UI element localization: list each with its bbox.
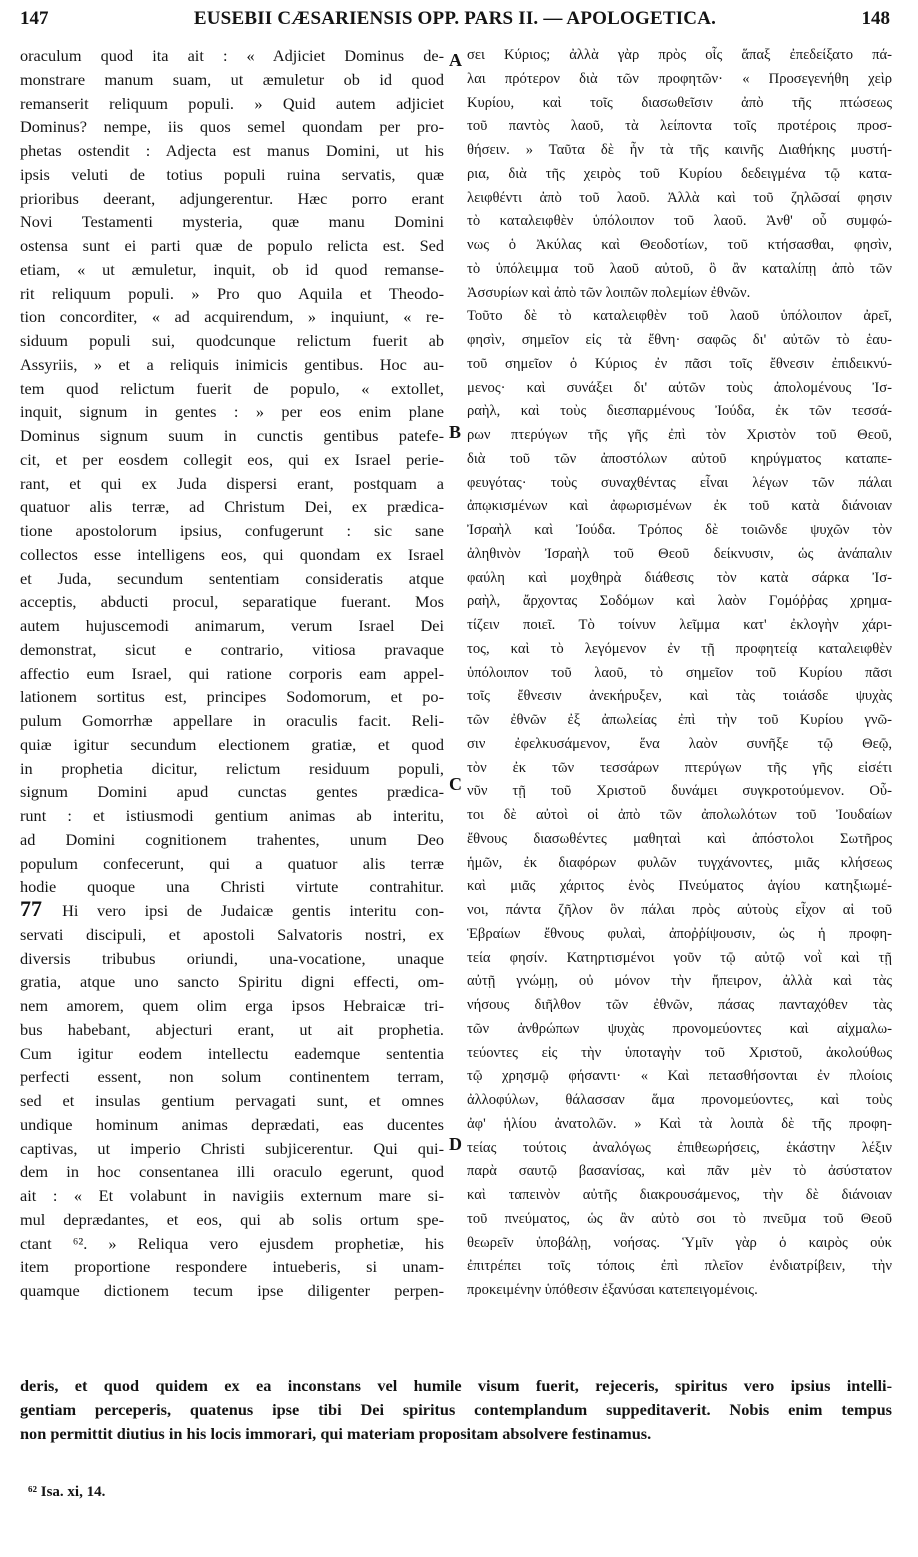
latin-text-line: ad Domini cognitionem trahentes, unum Deo (20, 829, 444, 849)
latin-text-line: undique hominum animas deprædati, eas ducentes (20, 1114, 444, 1134)
latin-text-line: phetas ostendit : Adjecta est manus Domini, ut his (20, 141, 444, 160)
latin-text-line: Cum igitur eodem intellectu eademque sententia (20, 1043, 444, 1063)
latin-text-line: tione apostolorum ipsius, confugerunt : sic sane (20, 521, 444, 540)
greek-text-line: νως ὁ Ἀκύλας καὶ Θεοδοτίων, τοῦ κτήσασθαι, φησὶν, (467, 237, 892, 253)
latin-text-line: collectos esse intelligens eos, qui quondam ex Israel (20, 544, 444, 564)
greek-text-line: ραὴλ, καὶ τοὺς διεσπαρμένους Ἰούδα, ἐκ τῶν τεσσά- (467, 403, 892, 420)
latin-text-line: Dominus? nempe, iis quos semel quondam per pro- (20, 117, 444, 137)
greek-text-line: Κυρίου, καὶ τοῖς διασωθεῖσιν ἀπὸ τῆς πτώσεως (467, 94, 892, 111)
latin-text-line: lationem sortitus est, principes Sodomorum, et po- (20, 687, 444, 707)
page-number-right: 148 (861, 8, 890, 29)
latin-text-line: ostensa sunt ei parti quæ de populo relicta est. Sed (20, 236, 444, 255)
latin-text-line: demonstrat, sicut e contrario, vitiosa pravaque (20, 639, 444, 659)
latin-text-line: in prophetia dicitur, relictum residuum populi, (20, 758, 444, 778)
greek-text-line: νήσους διῆλθον τῶν ἐθνῶν, πάσας πανταχόθεν τὰς (467, 997, 892, 1013)
greek-text-line: αὐτῇ γνώμῃ, οὐ μόνον τὴν ἤπειρον, ἀλλὰ καὶ τὰς (467, 973, 892, 990)
latin-text-line: signum Domini apud cunctas gentes prædica- (20, 782, 444, 802)
greek-text-line: φαύλη καὶ μοχθηρὰ διάθεσις τὸν κατὰ σάρκα Ἰσ- (467, 569, 892, 586)
margin-letter-a: A (449, 50, 462, 70)
greek-text-line: φησὶν, σημεῖον εἰς τὰ ἔθνη· σαφῶς δι' αὐτῶν τὸ ἑαυ- (467, 332, 892, 348)
greek-text-line: τῶν ἐθνῶν ἐξ ἀπωλείας ἐπὶ τὴν τοῦ Κυρίου γνῶ- (467, 712, 892, 728)
latin-text-line: pulum Gomorrhæ appellare in oraculis facit. Reli- (20, 711, 444, 730)
greek-text-line: ἀφ' ἡλίου ἀνατολῶν. » Καὶ τὰ λοιπὰ δὲ τῆς προφη- (467, 1115, 892, 1132)
greek-text-line: τείας τούτοις ἀναλόγως ἐπιθεωρήσεις, ἑκάστην λέξιν (467, 1139, 892, 1156)
running-header (20, 8, 890, 38)
latin-text-line: siduum populi sui, quodcunque relictum fuerit ab (20, 331, 444, 350)
full-width-paragraph (20, 1374, 892, 1445)
greek-text-line: καὶ μιᾶς χάριτος ἑνὸς Πνεύματος ἁγίου κατηξιωμέ- (467, 878, 892, 895)
latin-text-line: quamque dictionem tecum ipse diligenter perpen- (20, 1281, 444, 1300)
latin-text-line: prioribus deerant, adjungerentur. Hæc porro erant (20, 188, 444, 208)
latin-text-line: cit, et per eosdem collegit eos, qui ex Israel perie- (20, 449, 444, 469)
latin-text-line: gratia, atque uno sancto Spiritu digni effecti, om- (20, 972, 444, 992)
greek-text-line: Ἰσραὴλ καὶ Ἰούδα. Τρόπος δὲ τοιῶνδε ψυχῶν τὸν (467, 522, 892, 538)
closing-text-line: non permittit diutius in his locis immorari, qui materiam propositam absolvere festinamus. (20, 1423, 652, 1443)
latin-text-line: bus habebant, abjecturi erant, ut ait prophetia. (20, 1019, 444, 1039)
greek-text-line: ἔθνους διασωθέντες μαθηταὶ καὶ ἀπόστολοι Σωτῆρος (467, 830, 892, 847)
latin-text-line: servati discipuli, et apostoli Salvatoris nostri, ex (20, 924, 444, 944)
greek-text-line: τεύοντες εἰς τὴν ὑποταγὴν τοῦ Χριστοῦ, ἀκολούθως (467, 1044, 892, 1061)
latin-text-line: tem quod relictum fuerit de populo, « extollet, (20, 378, 444, 398)
greek-text-line: ἀληθινὸν Ἰσραὴλ τοῦ Θεοῦ δείκνυσιν, ὡς ἀνάπαλιν (467, 545, 892, 562)
latin-text-line: nem amorem, quem olim erga ipsos Hebraicæ tri- (20, 996, 444, 1015)
latin-text-line: monstrare manum suam, ut æmuletur ob id quod (20, 69, 444, 89)
latin-text-line: remanserit reliquum populi. » Quid autem adjiciet (20, 93, 444, 113)
greek-text-line: τῷ χρησμῷ φήσαντι· « Καὶ πετασθήσονται ἐν πλοίοις (467, 1068, 892, 1085)
greek-text-line: καὶ ταπεινὸν αὐτῆς διακρουσάμενος, τὴν δὲ διάνοιαν (467, 1187, 892, 1203)
greek-text-line: ραὴλ, ἄρχοντας Σοδόμων καὶ λαὸν Γομόῤῥας χρημα- (467, 593, 892, 610)
greek-text-line: θεωρεῖν ὑποβάλῃ, νοήσας. Ὑμῖν γὰρ ὁ καιρὸς οὐκ (467, 1234, 892, 1251)
latin-text-line: perfecti essent, non solum continentem terram, (20, 1067, 444, 1087)
greek-text-line: διὰ τοῦ τῶν ἀποστόλων αὐτοῦ κηρύγματος καταπε- (467, 450, 892, 467)
greek-text-line: τεία φησίν. Κατηρτισμένοι γοῦν τῷ αὐτῷ νοῒ καὶ τῇ (467, 949, 892, 966)
latin-text-line: rant, et qui ex Juda dispersi erant, postquam a (20, 473, 444, 493)
latin-text-line: ctant ⁶². » Reliqua vero ejusdem prophetiæ, his (20, 1233, 444, 1253)
latin-text-line: et Juda, secundum sententiam consideratis atque (20, 568, 444, 588)
greek-text-line: τὸ καταλειφθὲν ὑπόλοιπον τοῦ λαοῦ. Ἀνθ' οὗ συμφώ- (467, 213, 892, 230)
greek-text-line: τῶν ἀνθρώπων ψυχὰς προνομεύοντες καὶ αἰχμαλω- (467, 1020, 892, 1037)
greek-text-line: ἐπιτρέπει τοῖς τόποις ἐπὶ πλεῖον ἐνδιατρίβειν, τὴν (467, 1258, 892, 1275)
latin-text-line: runt : et istiusmodi gentium animas ab interitu, (20, 806, 444, 825)
greek-column (467, 44, 892, 1303)
margin-letter-d: D (449, 1134, 462, 1154)
latin-text-line: sed et insulas gentium pervagati sunt, et omnes (20, 1091, 444, 1110)
latin-text-line: item proportione respondere intueberis, si unam- (20, 1257, 444, 1277)
greek-text-line: ἀπῳκισμένων καὶ ἀφωρισμένων ἐκ τοῦ κατὰ διάνοιαν (467, 498, 892, 515)
latin-text-line: inquit, signum in gentes : » per eos enim plane (20, 402, 444, 422)
latin-text-line: acceptis, abducti procul, separatique fuerant. Mos (20, 592, 444, 612)
latin-text-line: rit reliquum populi. » Pro quo Aquila et Theodo- (20, 283, 444, 303)
greek-text-line: ρια, διὰ τῆς χειρὸς τοῦ Κυρίου δεδειγμένα τῷ κατα- (467, 165, 892, 182)
greek-text-line: σιν ἐφελκυσάμενον, ἕνα λαὸν συνῆξε τῷ Θεῷ, (467, 735, 892, 752)
latin-text-line: ait : « Et volabunt in navigiis externum mare si- (20, 1186, 444, 1205)
closing-text-line: gentiam perceperis, quatenus ipse tibi Dei spiritus contemplandum suppeditaverit. Nobis enim tempus (20, 1399, 892, 1419)
greek-text-line: τὸν ἐκ τῶν τεσσάρων πτερύγων τῆς γῆς εἰσέτι (467, 759, 892, 776)
running-title: EUSEBII CÆSARIENSIS OPP. PARS II. — APOLOGETICA. (193, 8, 717, 29)
margin-letter-b: B (449, 422, 462, 442)
page-number-left: 147 (20, 8, 49, 29)
greek-text-line: τοῦ παντὸς λαοῦ, τὰ λείποντα τοῖς προτέροις προσ- (467, 118, 892, 135)
greek-text-line: νοι, πάντα ζῆλον ὃν πάλαι πρὸς αὐτοὺς εἶχον αἱ τοῦ (467, 902, 892, 918)
latin-text-line: ipsis veluti de totius populi ruina servatis, quæ (20, 164, 444, 184)
greek-text-line: Τοῦτο δὲ τὸ καταλειφθὲν τοῦ λαοῦ ὑπόλοιπον ἀρεῖ, (467, 308, 892, 325)
greek-text-line: τὸ ὑπόλειμμα τοῦ λαοῦ αὐτοῦ, ὃ ἂν καταλίπῃ ἀπὸ τῶν (467, 260, 892, 277)
latin-text-line: quiæ igitur secundum electionem gratiæ, et quod (20, 734, 444, 754)
greek-text-line: προκειμένην ὑπόθεσιν ἐξανύσαι κατεπειγομένοις. (467, 1282, 758, 1298)
margin-letter-c: C (449, 774, 462, 794)
latin-text-line: tion concorditer, « ad acquirendum, » inquiunt, « re- (20, 307, 444, 327)
latin-text-line: 77 Hi vero ipsi de Judaicæ gentis interitu con- (20, 899, 444, 923)
latin-column (20, 44, 444, 1303)
greek-text-line: τος, καὶ τὸ λεγόμενον ἐν τῇ προφητείᾳ καταλειφθὲν (467, 640, 892, 657)
greek-text-line: ὑπόλοιπον τοῦ λαοῦ, τὸ σημεῖον τοῦ Κυρίου πᾶσι (467, 664, 892, 681)
latin-text-line: Assyriis, » et a reliquis inimicis gentibus. Hoc au- (20, 354, 444, 374)
greek-text-line: λειφθέντι ἀπὸ τοῦ λαοῦ. Ἀλλὰ καὶ τοῦ ζηλῶσαί φησιν (467, 189, 892, 206)
greek-text-line: τοι δὲ αὐτοὶ οἱ ἀπὸ τῶν ἀπολωλότων τοῦ Ἰουδαίων (467, 807, 892, 823)
latin-text-line: diversis tribubus oriundi, una-vocatione, unaque (20, 948, 444, 968)
footnote: ⁶² Isa. xi, 14. (28, 1484, 106, 1500)
latin-text-line: affectio eum Israel, qui ratione corporis eam appel- (20, 663, 444, 683)
closing-text-line: deris, et quod quidem ex ea inconstans vel humile visum fuerit, rejeceris, spiritus vero ipsius intelli- (20, 1376, 892, 1395)
greek-text-line: νῦν τῇ τοῦ Χριστοῦ δυνάμει συγκροτούμενον. Οὗ- (467, 783, 892, 800)
greek-text-line: ἡμῶν, ἐκ διαφόρων φυλῶν τυγχάνοντες, μιᾶς κλήσεως (467, 854, 892, 871)
latin-text-line: populum confecerunt, qui a quatuor alis terræ (20, 853, 444, 873)
latin-text-line: captivas, ut imperio Christi subjicerentur. Qui qui- (20, 1138, 444, 1158)
section-number: 77 (20, 899, 63, 921)
greek-text-line: τοῖς ἔθνεσιν ἀνεκήρυξεν, καὶ τὰς τοιάσδε ψυχὰς (467, 688, 892, 705)
greek-text-line: σει Κύριος; ἀλλὰ γὰρ πρὸς οἷς ἅπαξ ἐπεδείξατο πά- (467, 47, 892, 63)
latin-text-line: etiam, « ut æmuletur, inquit, ob id quod remanse- (20, 259, 444, 279)
greek-text-line: ἀλλοφύλων, θάλασσαν ἅμα προνομεύοντες, καὶ τοὺς (467, 1092, 892, 1108)
greek-text-line: Ἀσσυρίων καὶ ἀπὸ τῶν λοιπῶν πολεμίων ἐθνῶν. (467, 284, 751, 301)
greek-text-line: φευγότας· τοὺς συναχθέντας εἶναι λέγων τῶν πάλαι (467, 474, 892, 491)
greek-text-line: τίζειν ποιεῖ. Τὸ τοίνυν λεῖμμα κατ' ἐκλογὴν χάρι- (467, 617, 892, 633)
latin-text-line: oraculum quod ita ait : « Adjiciet Dominus de- (20, 46, 444, 65)
greek-text-line: ρων πτερύγων τῆς γῆς ἐπὶ τὸν Χριστὸν τοῦ Θεοῦ, (467, 427, 892, 443)
greek-text-line: θήσειν. » Ταῦτα δὲ ἦν τὰ τῆς καινῆς Διαθήκης μυστή- (467, 142, 892, 158)
latin-text-line: mul deprædantes, et eos, qui ab solis ortum spe- (20, 1209, 444, 1229)
latin-text-line: Dominus signum suum in cunctis gentibus patefe- (20, 426, 444, 445)
latin-text-line: Novi Testamenti mysteria, quæ manu Domini (20, 212, 444, 232)
greek-text-line: τοῦ πνεύματος, ὡς ἂν αὐτὸ σοι τὸ πνεῦμα τοῦ Θεοῦ (467, 1210, 892, 1227)
greek-text-line: λαι πρότερον διὰ τῶν προφητῶν· « Προσεγενήθη χεὶρ (467, 70, 892, 87)
greek-text-line: Ἑβραίων ἔθνους φυλαὶ, ἀποῤῥίψουσιν, ὡς ἡ προφη- (467, 925, 892, 942)
latin-text-line: quatuor alis terræ, ad Christum Dei, ex prædica- (20, 497, 444, 517)
greek-text-line: τοῦ σημεῖον ὁ Κύριος ἐν πᾶσι τοῖς ἔθνεσιν ἐπιδεικνύ- (467, 355, 892, 372)
greek-text-line: μενος· καὶ συνάξει δι' αὐτῶν τοὺς ἀπολομένους Ἰσ- (467, 379, 892, 396)
latin-text-line: hodie quoque una Christi virtute contrahitur. (20, 877, 444, 897)
latin-text-line: autem hujuscemodi animarum, verum Israel Dei (20, 616, 444, 635)
greek-text-line: παρὰ σαυτῷ βασανίσας, καὶ πᾶν μὲν τὸ ἀσύστατον (467, 1163, 892, 1180)
latin-text-line: dem in hoc consentanea illi oraculo egerunt, quod (20, 1162, 444, 1182)
margin-letters (449, 44, 465, 1484)
